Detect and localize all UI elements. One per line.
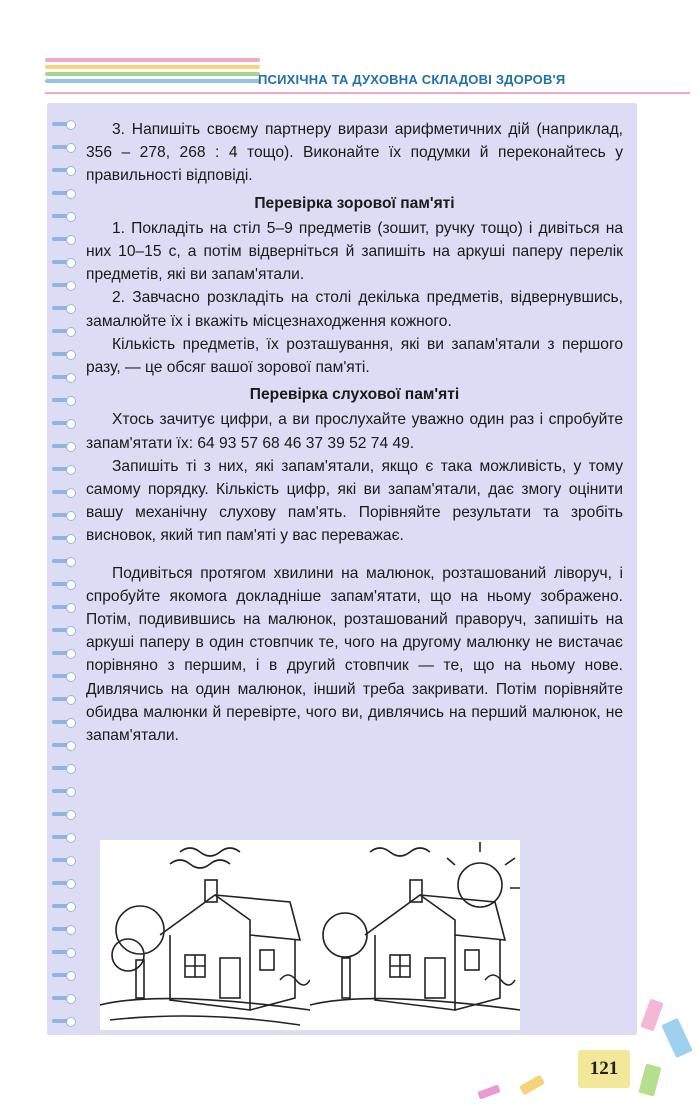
heading-visual-memory: Перевірка зорової пам'яті — [254, 194, 455, 212]
header-stripes — [45, 58, 260, 92]
spiral-ring — [52, 256, 78, 268]
paragraph-picture-task: Подивіться протягом хвилини на малюнок, розташований ліворуч, і спробуйте якомога докладніше запам'ятати, що на ньому зображено. Потім, подивившись на малюнок, розташований праворуч, запишіть на аркуші паперу в один стовпчик те, чого на другому малюнку не вистачає порівняно з першим, і в другий стовпчик — те, що на ньому нове. Дивлячись на один малюнок, інший треба закривати. Потім порівняйте обидва малюнки й перевірте, чого ви, дивлячись на перший малюнок, не запам'ятали. — [86, 564, 623, 745]
spiral-ring — [52, 762, 78, 774]
decor-pink-block — [640, 999, 663, 1032]
stripe-yellow — [45, 65, 260, 69]
spiral-ring — [52, 486, 78, 498]
spiral-ring — [52, 348, 78, 360]
spiral-ring — [52, 555, 78, 567]
paragraph-auditory-step2: Запишіть ті з них, які запам'ятали, якщо є така можливість, у тому самому порядку. Кількість цифр, які ви запам'ятали, дає змогу оцінити вашу механічну слухову пам'ять. Порівняйте результати та зробіть висновок, який тип пам'яті у вас переважає. — [86, 457, 623, 545]
paragraph-visual-summary: Кількість предметів, їх розташування, які ви запам'ятали з першого разу, — це обсяг вашої зорової пам'яті. — [86, 335, 623, 377]
page-body — [86, 118, 623, 747]
spiral-ring — [52, 187, 78, 199]
spiral-ring — [52, 877, 78, 889]
paragraph-visual-step2: 2. Завчасно розкладіть на столі декілька предметів, відвернувшись, замалюйте їх і вкажіть місцезнаходження кожного. — [86, 289, 623, 330]
stripe-green — [45, 72, 260, 76]
spiral-ring — [52, 325, 78, 337]
spiral-ring — [52, 118, 78, 130]
chapter-title: ПСИХІЧНА ТА ДУХОВНА СКЛАДОВІ ЗДОРОВ'Я — [258, 72, 566, 87]
header-divider — [45, 92, 690, 94]
house-comparison-illustration — [100, 840, 520, 1030]
spiral-ring — [52, 210, 78, 222]
house-picture-right — [310, 840, 520, 1030]
spiral-ring — [52, 946, 78, 958]
spiral-ring — [52, 601, 78, 613]
spiral-ring — [52, 302, 78, 314]
paragraph-auditory-step1: Хтось зачитує цифри, а ви прослухайте уважно один раз і спробуйте запам'ятати їх: 64 93 57 68 46 37 39 52 74 49. — [86, 411, 623, 452]
spiral-ring — [52, 1015, 78, 1027]
spiral-ring — [52, 463, 78, 475]
spiral-ring — [52, 785, 78, 797]
decor-magenta-block — [477, 1084, 500, 1099]
spiral-ring — [52, 969, 78, 981]
spiral-ring — [52, 440, 78, 452]
decor-blue-block — [661, 1018, 693, 1058]
spiral-ring — [52, 716, 78, 728]
spiral-ring — [52, 670, 78, 682]
spiral-ring — [52, 647, 78, 659]
spiral-ring — [52, 693, 78, 705]
house-picture-left — [100, 840, 310, 1030]
spiral-ring — [52, 394, 78, 406]
paragraph-arithmetic: 3. Напишіть своєму партнеру вирази арифметичних дій (наприклад, 356 – 278, 268 : 4 тощо). Виконайте їх подумки й переконайтесь у правильності відповіді. — [86, 121, 623, 185]
spiral-ring — [52, 992, 78, 1004]
spiral-ring — [52, 900, 78, 912]
page-number: 121 — [578, 1050, 630, 1088]
spiral-ring — [52, 532, 78, 544]
spiral-ring — [52, 233, 78, 245]
heading-auditory-memory: Перевірка слухової пам'яті — [249, 386, 460, 404]
decor-yellow-block — [519, 1075, 545, 1096]
spiral-ring — [52, 739, 78, 751]
spiral-ring — [52, 808, 78, 820]
spiral-ring — [52, 854, 78, 866]
spiral-ring — [52, 624, 78, 636]
spiral-ring — [52, 509, 78, 521]
spiral-ring — [52, 279, 78, 291]
stripe-pink — [45, 58, 260, 62]
spiral-ring — [52, 923, 78, 935]
spiral-ring — [52, 164, 78, 176]
spiral-ring — [52, 141, 78, 153]
notebook-spiral — [52, 118, 82, 1038]
spiral-ring — [52, 831, 78, 843]
spiral-ring — [52, 417, 78, 429]
spiral-ring — [52, 578, 78, 590]
stripe-blue — [45, 79, 260, 83]
decor-green-block — [638, 1063, 661, 1096]
spiral-ring — [52, 371, 78, 383]
paragraph-visual-step1: 1. Покладіть на стіл 5–9 предметів (зошит, ручку тощо) і дивіться на них 10–15 с, а потім відверніться й запишіть на аркуші паперу перелік предметів, які ви запам'ятали. — [86, 219, 623, 284]
